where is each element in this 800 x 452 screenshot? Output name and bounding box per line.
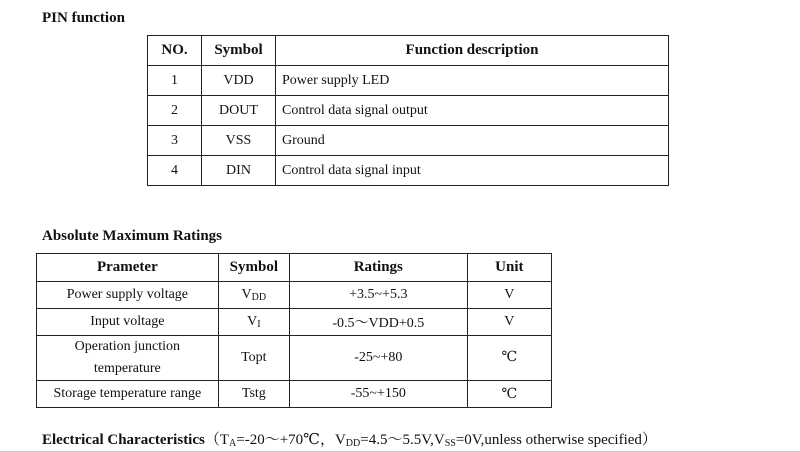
pin-function-heading: PIN function bbox=[42, 10, 125, 26]
pin-symbol: VDD bbox=[202, 66, 276, 96]
electrical-characteristics-line bbox=[42, 428, 657, 449]
symbol-main: Topt bbox=[241, 350, 267, 365]
pin-symbol: DOUT bbox=[202, 96, 276, 126]
table-row bbox=[37, 282, 552, 309]
parameter-cell: Input voltage bbox=[37, 309, 219, 336]
vss-subscript: SS bbox=[444, 438, 456, 449]
table-header-row bbox=[148, 36, 669, 66]
absolute-max-ratings-table bbox=[36, 253, 552, 408]
symbol-cell bbox=[218, 282, 289, 309]
pin-number: 1 bbox=[148, 66, 202, 96]
unit-cell: V bbox=[467, 282, 551, 309]
header-unit: Unit bbox=[467, 254, 551, 282]
ratings-cell: -25~+80 bbox=[289, 336, 467, 381]
symbol-cell bbox=[218, 309, 289, 336]
conditions-rest: =0V,unless otherwise specified） bbox=[455, 432, 657, 448]
absolute-max-ratings-heading: Absolute Maximum Ratings bbox=[42, 228, 223, 244]
table-row bbox=[37, 309, 552, 336]
parameter-cell: Power supply voltage bbox=[37, 282, 219, 309]
ratings-cell: -0.5～VDD+0.5 bbox=[289, 309, 467, 336]
header-symbol: Symbol bbox=[202, 36, 276, 66]
ta-range: =-20～+70℃，V bbox=[236, 432, 346, 448]
pin-number: 4 bbox=[148, 156, 202, 186]
symbol-cell bbox=[218, 336, 289, 381]
unit-cell: V bbox=[467, 309, 551, 336]
table-row bbox=[148, 66, 669, 96]
pin-description: Ground bbox=[276, 126, 669, 156]
table-header-row bbox=[37, 254, 552, 282]
header-no: NO. bbox=[148, 36, 202, 66]
header-ratings: Ratings bbox=[289, 254, 467, 282]
conditions-open: （T bbox=[204, 432, 230, 448]
parameter-cell: Storage temperature range bbox=[37, 381, 219, 408]
header-parameter: Prameter bbox=[37, 254, 219, 282]
symbol-subscript: I bbox=[257, 319, 261, 330]
header-symbol: Symbol bbox=[218, 254, 289, 282]
ratings-cell: -55~+150 bbox=[289, 381, 467, 408]
symbol-main: V bbox=[241, 287, 252, 302]
vdd-range: =4.5～5.5V,V bbox=[360, 432, 445, 448]
symbol-cell bbox=[218, 381, 289, 408]
pin-description: Control data signal output bbox=[276, 96, 669, 126]
ratings-cell: +3.5~+5.3 bbox=[289, 282, 467, 309]
pin-number: 3 bbox=[148, 126, 202, 156]
vdd-subscript: DD bbox=[345, 438, 361, 449]
table-row bbox=[148, 96, 669, 126]
table-row bbox=[148, 156, 669, 186]
unit-cell: ℃ bbox=[467, 336, 551, 381]
ta-subscript: A bbox=[229, 438, 237, 449]
table-row bbox=[148, 126, 669, 156]
parameter-cell: Operation junction temperature bbox=[37, 336, 219, 381]
unit-cell: ℃ bbox=[467, 381, 551, 408]
symbol-main: V bbox=[247, 314, 258, 329]
pin-number: 2 bbox=[148, 96, 202, 126]
electrical-characteristics-title: Electrical Characteristics bbox=[42, 432, 205, 448]
table-row bbox=[37, 381, 552, 408]
pin-description: Power supply LED bbox=[276, 66, 669, 96]
symbol-main: Tstg bbox=[241, 386, 266, 401]
pin-symbol: VSS bbox=[202, 126, 276, 156]
pin-symbol: DIN bbox=[202, 156, 276, 186]
pin-description: Control data signal input bbox=[276, 156, 669, 186]
pin-function-table bbox=[147, 35, 669, 186]
table-row bbox=[37, 336, 552, 381]
header-function-description: Function description bbox=[276, 36, 669, 66]
symbol-subscript: DD bbox=[251, 292, 267, 303]
